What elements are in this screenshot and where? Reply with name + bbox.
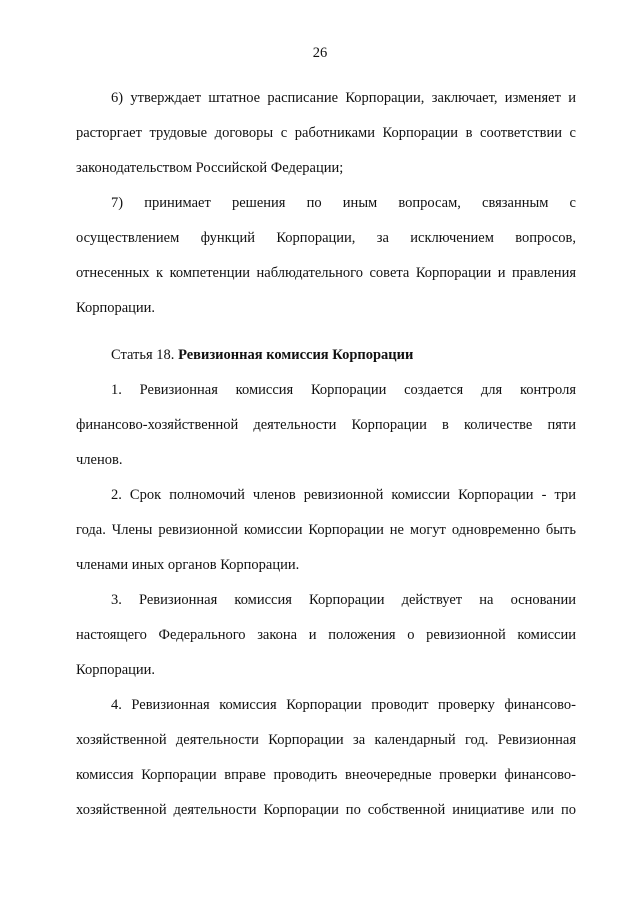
item-7-line-2: осуществлением функций Корпорации, за исключением вопросов, — [76, 230, 576, 246]
para-4-line-3: комиссия Корпорации вправе проводить внеочередные проверки финансово- — [76, 767, 576, 783]
article-number: Статья 18. — [111, 347, 179, 363]
page-number: 26 — [312, 45, 328, 61]
para-4-line-2: хозяйственной деятельности Корпорации за календарный год. Ревизионная — [76, 732, 576, 748]
para-3-line-1: 3. Ревизионная комиссия Корпорации действует на основании — [111, 592, 576, 608]
item-7-line-4: Корпорации. — [76, 300, 156, 316]
item-6-line-3: законодательством Российской Федерации; — [76, 160, 344, 176]
para-2-line-1: 2. Срок полномочий членов ревизионной комиссии Корпорации - три — [111, 487, 576, 503]
item-6-line-1: 6) утверждает штатное расписание Корпорации, заключает, изменяет и — [111, 90, 576, 106]
para-2-line-2: года. Члены ревизионной комиссии Корпорации не могут одновременно быть — [76, 522, 576, 538]
para-1-line-3: членов. — [76, 452, 123, 468]
para-2-line-3: членами иных органов Корпорации. — [76, 557, 300, 573]
para-4-line-4: хозяйственной деятельности Корпорации по собственной инициативе или по — [76, 802, 576, 818]
article-heading — [111, 345, 576, 365]
item-7-line-3: отнесенных к компетенции наблюдательного совета Корпорации и правления — [76, 265, 576, 281]
para-4-line-1: 4. Ревизионная комиссия Корпорации проводит проверку финансово- — [111, 697, 576, 713]
item-6-line-2: расторгает трудовые договоры с работниками Корпорации в соответствии с — [76, 125, 576, 141]
item-7-line-1: 7) принимает решения по иным вопросам, связанным с — [111, 195, 576, 211]
para-1-line-1: 1. Ревизионная комиссия Корпорации создается для контроля — [111, 382, 576, 398]
para-3-line-3: Корпорации. — [76, 662, 156, 678]
article-title: Ревизионная комиссия Корпорации — [178, 347, 414, 363]
para-3-line-2: настоящего Федерального закона и положения о ревизионной комиссии — [76, 627, 576, 643]
para-1-line-2: финансово-хозяйственной деятельности Корпорации в количестве пяти — [76, 417, 576, 433]
